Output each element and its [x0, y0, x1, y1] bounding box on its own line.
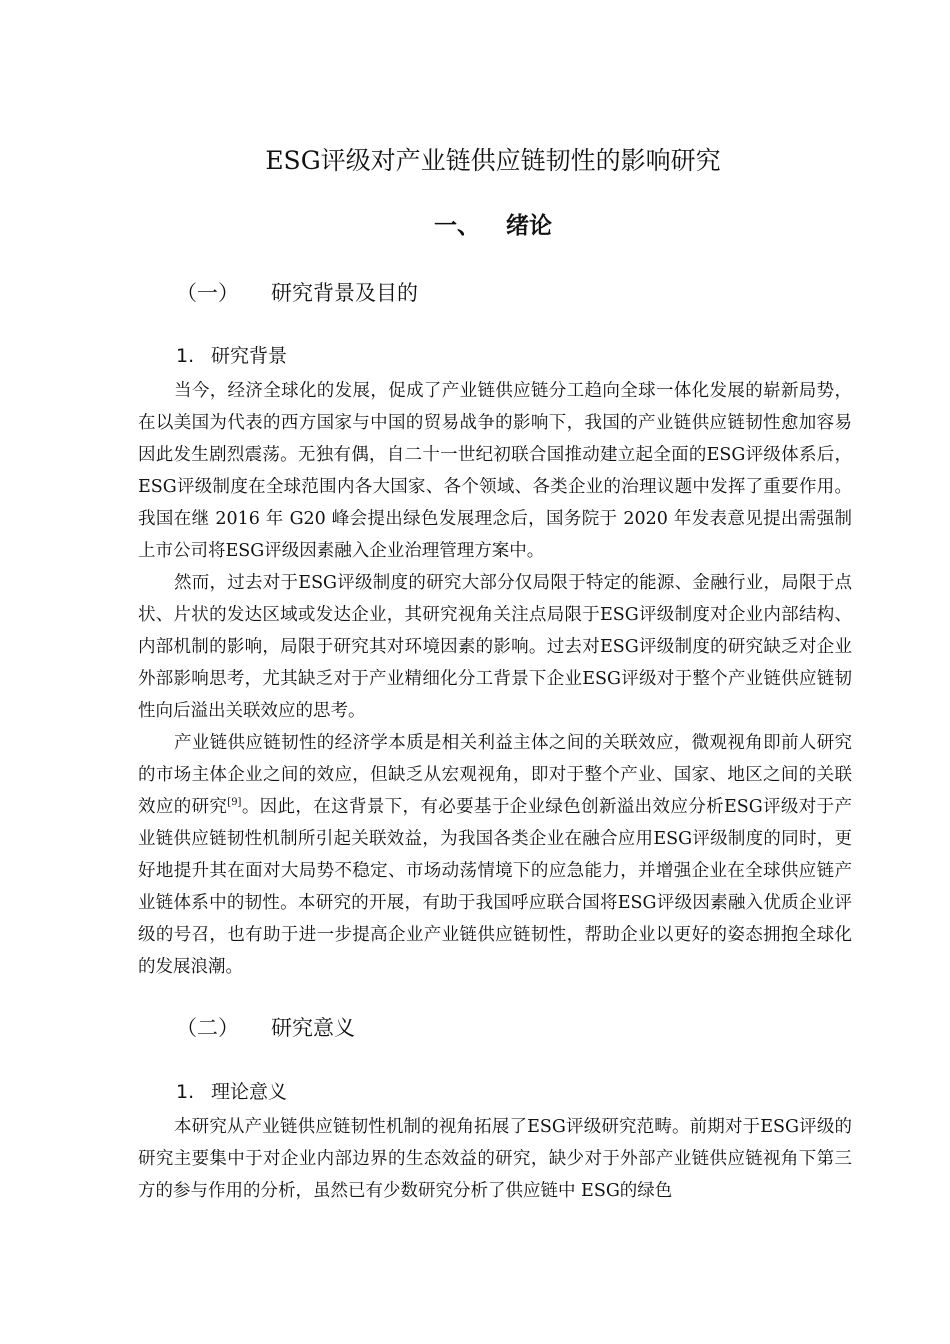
section-title: 研究背景及目的 [271, 281, 418, 305]
paragraph-background-1: 当今，经济全球化的发展，促成了产业链供应链分工趋向全球一体化发展的崭新局势，在以美国为代表的西方国家与中国的贸易战争的影响下，我国的产业链供应链韧性愈加容易因此发生剧烈震荡。无独有偶，自二十一世纪初联合国推动建立起全面的ESG评级体系后，ESG评级制度在全球范围内各大国家、各个领域、各类企业的治理议题中发挥了重要作用。我国在继 2016 年 G20 峰会提出绿色发展理念后，国务院于 2020 年发表意见提出需强制上市公司将ESG评级因素融入企业治理管理方案中。 [138, 381, 852, 561]
paragraph-text: 产业链供应链韧性的经济学本质是相关利益主体之间的关联效应，微观视角即前人研究的市场主体企业之间的效应，但缺乏从宏观视角，即对于整个产业、国家、地区之间的关联效应的研究 [138, 733, 852, 817]
chapter-heading [0, 208, 950, 244]
paragraph-text: 。因此，在这背景下，有必要基于企业绿色创新溢出效应分析ESG评级对于产业链供应链韧性机制所引起关联效益，为我国各类企业在融合应用ESG评级制度的同时，更好地提升其在面对大局势不稳定、市场动荡情境下的应急能力，并增强企业在全球供应链产业链体系中的韧性。本研究的开展，有助于我国呼应联合国将ESG评级因素融入优质企业评级的号召，也有助于进一步提高企业产业链供应链韧性，帮助企业以更好的姿态拥抱全球化的发展浪潮。 [138, 797, 853, 977]
section-number: （二） [176, 1016, 239, 1040]
paragraph-background-2: 然而，过去对于ESG评级制度的研究大部分仅局限于特定的能源、金融行业，局限于点状、片状的发达区域或发达企业，其研究视角关注点局限于ESG评级制度对企业内部结构、内部机制的影响，局限于研究其对环境因素的影响。过去对ESG评级制度的研究缺乏对企业外部影响思考，尤其缺乏对于产业精细化分工背景下企业ESG评级对于整个产业链供应链韧性向后溢出关联效应的思考。 [138, 573, 852, 721]
paragraph-theory-1: 本研究从产业链供应链韧性机制的视角拓展了ESG评级研究范畴。前期对于ESG评级的研究主要集中于对企业内部边界的生态效益的研究，缺少对于外部产业链供应链视角下第三方的参与作用的分析，虽然已有少数研究分析了供应链中 ESG的绿色 [138, 1117, 852, 1201]
subsection-number: 1. [176, 345, 195, 367]
paragraph-background-3 [138, 727, 852, 983]
subsection-number: 1. [176, 1081, 195, 1103]
subsection-heading-background [176, 341, 287, 371]
chapter-number: 一、 [434, 213, 480, 239]
citation-reference: [9] [227, 797, 242, 809]
chapter-title: 绪论 [506, 213, 552, 239]
section-title: 研究意义 [271, 1016, 355, 1040]
document-title: ESG评级对产业链供应链韧性的影响研究 [265, 146, 721, 175]
subsection-title: 研究背景 [211, 345, 288, 367]
section-heading-background [176, 277, 418, 309]
subsection-heading-theory [176, 1077, 287, 1107]
section-number: （一） [176, 281, 239, 305]
section-heading-significance [176, 1012, 355, 1044]
subsection-title: 理论意义 [211, 1081, 288, 1103]
